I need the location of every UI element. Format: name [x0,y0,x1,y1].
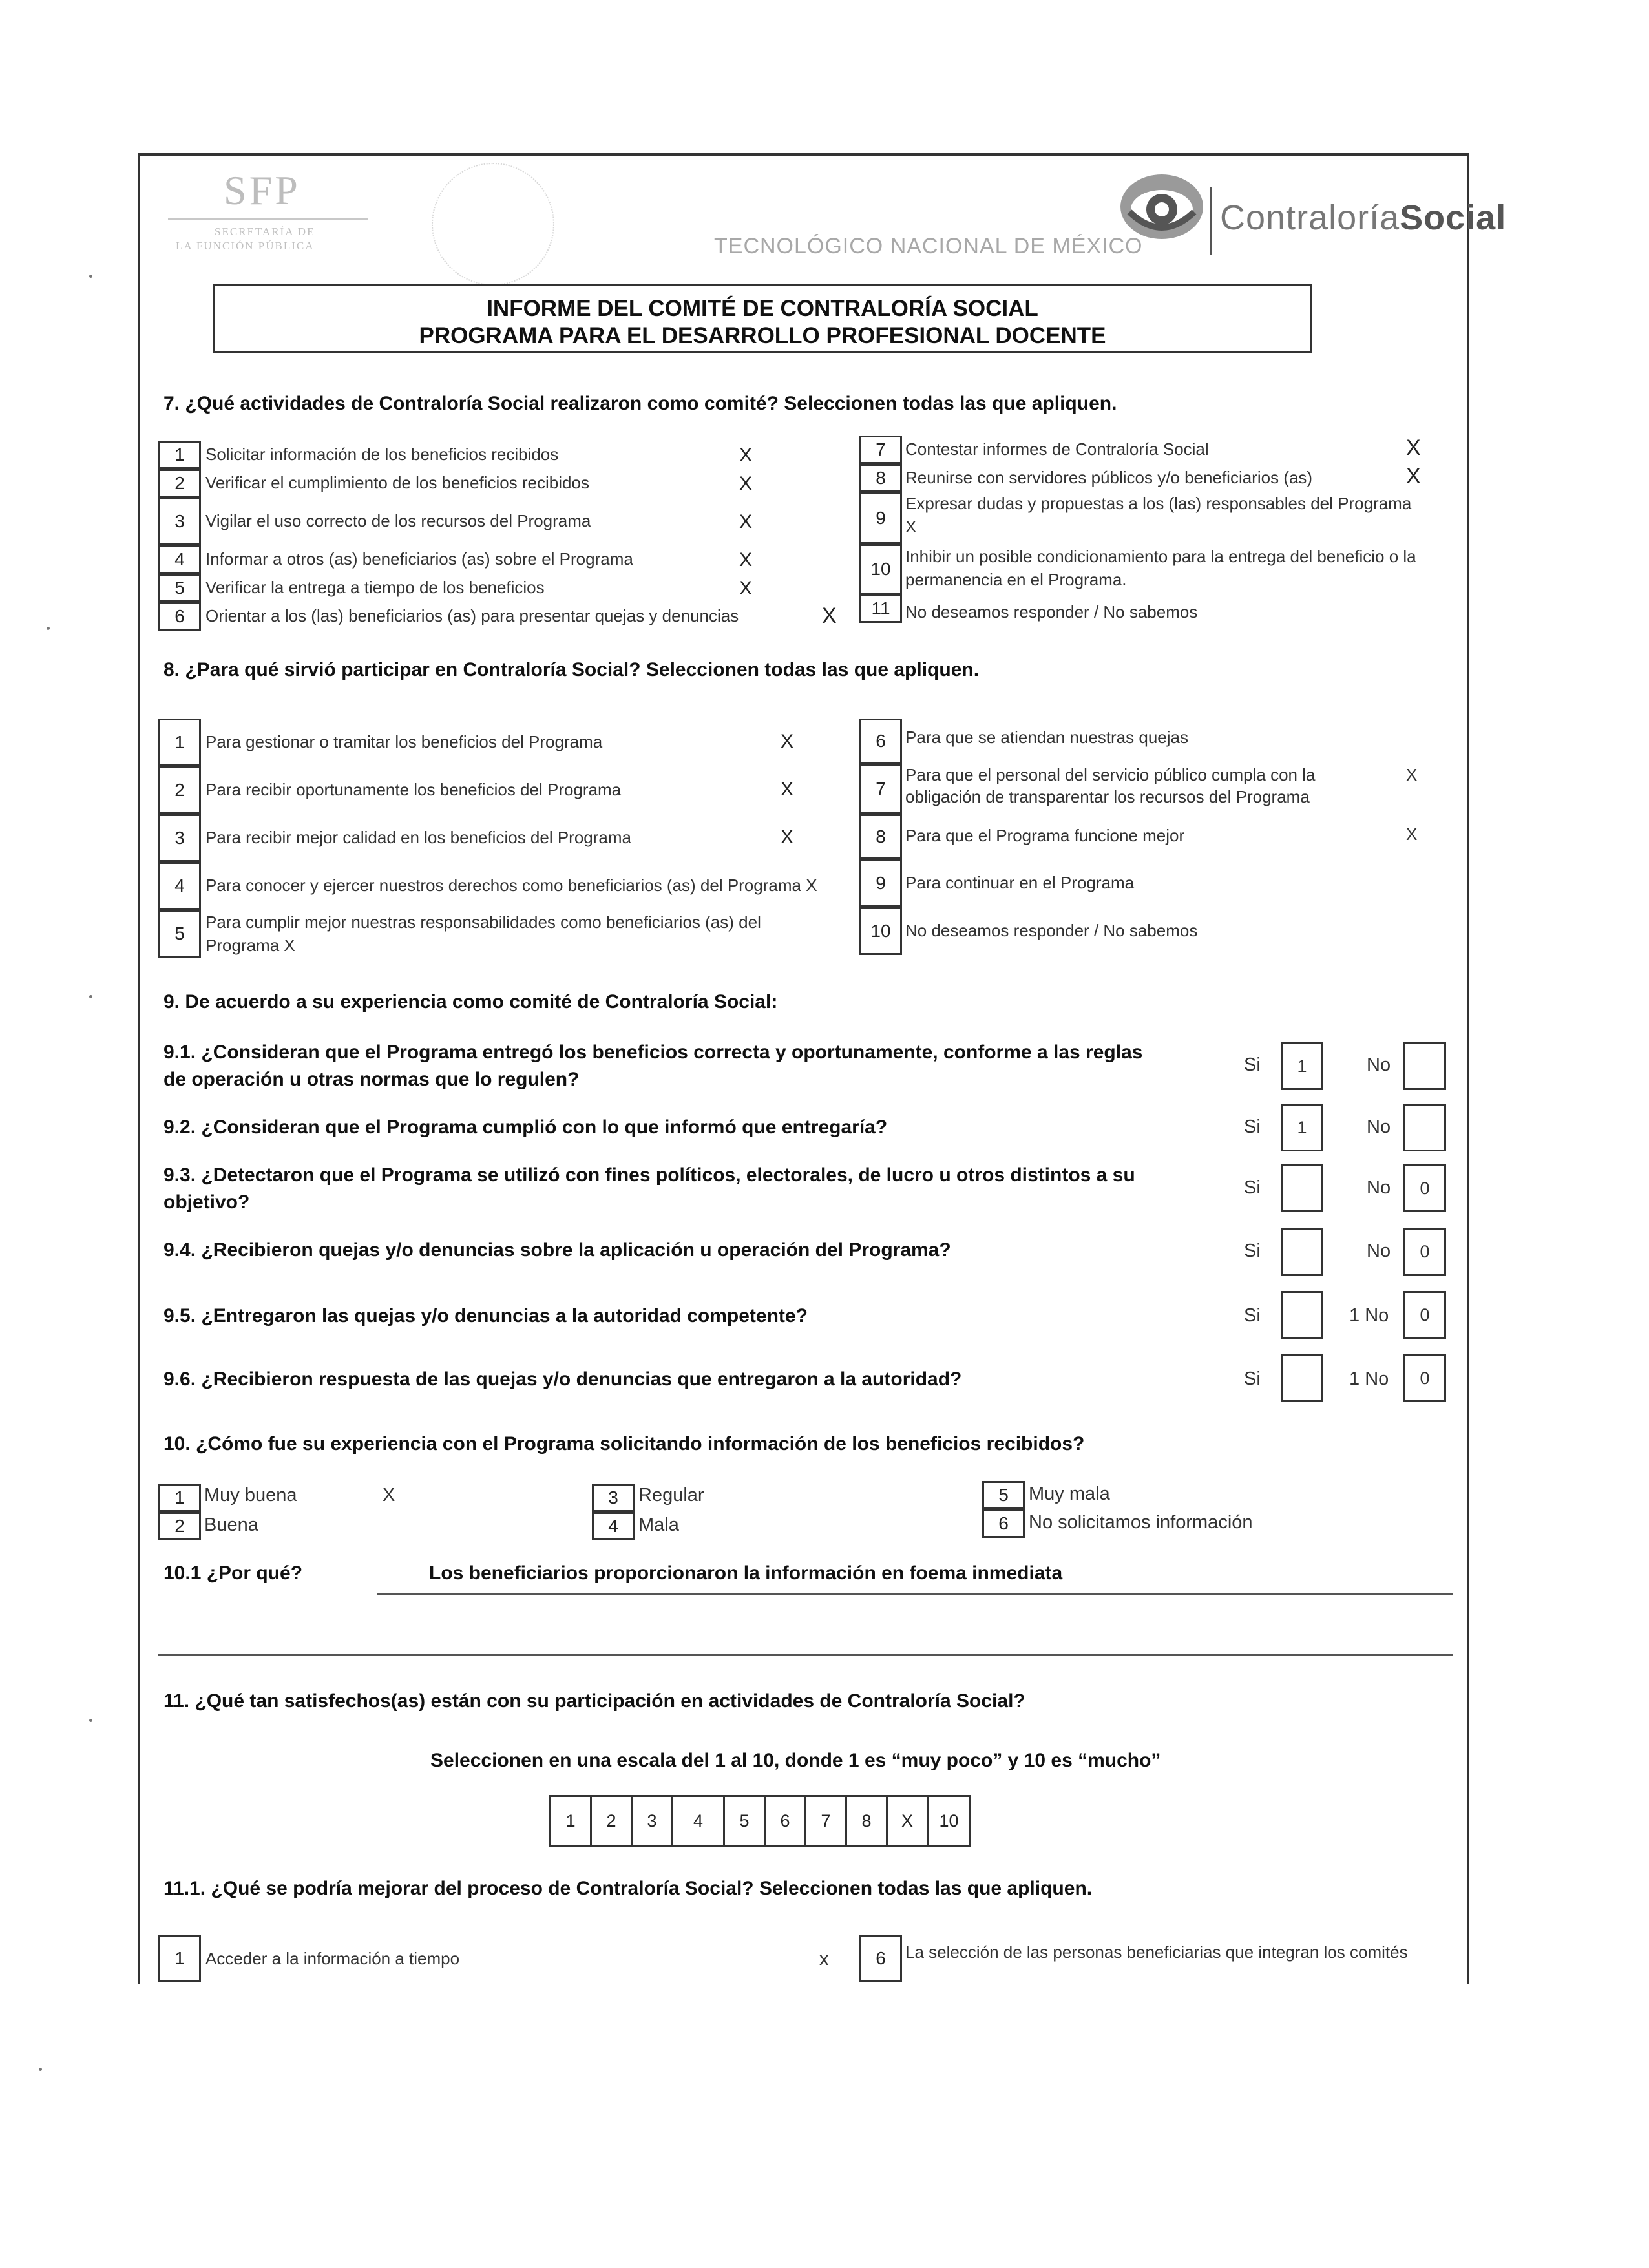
q11-1-option-1-number: 1 [158,1935,201,1982]
q7-option-4-number: 4 [158,545,201,574]
q7-option-1-label: Solicitar información de los beneficios recibidos [205,445,559,464]
q7-option-1-number: 1 [158,441,201,469]
q8-option-1-number: 1 [158,719,201,766]
question-8: 8. ¿Para qué sirvió participar en Contraloría Social? Seleccionen todas las que apliquen. [163,659,980,680]
satisfaction-scale [549,1795,971,1847]
contraloria-social-wordmark: ContraloríaSocial [1220,198,1507,237]
q7-option-11-number: 11 [859,594,902,623]
q7-option-4-mark: X [739,549,753,571]
scan-speck [47,627,50,630]
sfp-logo-subtitle: SECRETARÍA DE LA FUNCIÓN PÚBLICA [176,226,315,252]
question-7: 7. ¿Qué actividades de Contraloría Social realizaron como comité? Seleccionen todas las que apliquen. [163,393,1117,414]
q7-option-10-label-cont: permanencia en el Programa. [905,570,1127,589]
q8-option-3-mark: X [781,826,794,848]
q8-option-8-label: Para que el Programa funcione mejor [905,826,1185,845]
q10-option-1-mark: X [383,1485,395,1506]
q9-3-no-label: No [1367,1177,1391,1198]
q7-option-6-mark: X [822,604,837,628]
q9-3-si-label: Si [1244,1177,1261,1198]
scan-speck [39,2068,42,2071]
q9-4-no-label: No [1367,1241,1391,1261]
scale-cell-10[interactable]: 10 [939,1811,959,1831]
q9-1-no-label: No [1367,1055,1391,1075]
form-title: INFORME DEL COMITÉ DE CONTRALORÍA SOCIAL [487,296,1038,321]
scale-cell-5[interactable]: 5 [725,1797,766,1845]
q7-option-5-number: 5 [158,574,201,602]
q7-option-10-label: Inhibir un posible condicionamiento para la entrega del beneficio o la [905,547,1416,566]
q7-option-10-number: 10 [859,544,902,594]
q10-option-6-number: 6 [982,1509,1025,1538]
q9-3-text: 9.3. ¿Detectaron que el Programa se utilizó con fines políticos, electorales, de lucro u otros distintos a su [163,1164,1135,1186]
q10-1-label: 10.1 ¿Por qué? [163,1562,303,1584]
q8-option-8-mark: X [1406,824,1418,844]
q8-option-10-label: No deseamos responder / No sabemos [905,921,1198,940]
q9-6-text: 9.6. ¿Recibieron respuesta de las quejas y/o denuncias que entregaron a la autoridad? [163,1369,962,1390]
q9-2-text: 9.2. ¿Consideran que el Programa cumplió con lo que informó que entregaría? [163,1117,888,1138]
q9-5-no-label: 1 No [1349,1305,1389,1326]
q9-4-text: 9.4. ¿Recibieron quejas y/o denuncias sobre la aplicación u operación del Programa? [163,1239,951,1261]
scan-speck [89,275,92,278]
q9-3-si-box[interactable] [1281,1164,1323,1212]
q9-4-no-box[interactable]: 0 [1403,1228,1446,1276]
q8-option-2-mark: X [781,779,794,800]
q11-1-option-1-mark: x [819,1949,829,1969]
q11-1-option-6-number: 6 [859,1935,902,1982]
q9-2-si-box[interactable]: 1 [1281,1104,1323,1151]
q9-5-text: 9.5. ¿Entregaron las quejas y/o denuncias a la autoridad competente? [163,1305,808,1327]
q7-option-8-label: Reunirse con servidores públicos y/o beneficiarios (as) [905,468,1313,487]
scan-speck [89,995,92,998]
q8-option-7-number: 7 [859,764,902,814]
q10-option-4-label: Mala [638,1515,679,1535]
q7-option-5-mark: X [739,578,753,599]
scan-speck [89,1719,92,1722]
scale-cell-7[interactable]: 7 [806,1797,847,1845]
q9-1-text: 9.1. ¿Consideran que el Programa entregó los beneficios correcta y oportunamente, conforme a las reglas [163,1042,1143,1063]
q8-option-8-number: 8 [859,814,902,859]
logo-separator [1210,187,1212,255]
q8-option-9-number: 9 [859,859,902,907]
q7-option-3-mark: X [739,511,753,532]
q7-option-9-mark: X [905,517,917,536]
q7-option-5-label: Verificar la entrega a tiempo de los beneficios [205,578,545,597]
q10-option-1-label: Muy buena [204,1485,297,1506]
q7-option-7-number: 7 [859,436,902,464]
scale-cell-9[interactable]: X [888,1797,929,1845]
q8-option-5-label-cont: Programa X [205,936,295,955]
q7-option-6-label: Orientar a los (las) beneficiarios (as) para presentar quejas y denuncias [205,606,739,625]
q7-option-6-number: 6 [158,602,201,631]
q8-option-6-label: Para que se atiendan nuestras quejas [905,728,1188,747]
q8-option-10-number: 10 [859,907,902,955]
q10-option-1-number: 1 [158,1484,201,1512]
q7-option-8-number: 8 [859,464,902,492]
q10-option-4-number: 4 [592,1512,635,1540]
q7-option-1-mark: X [739,445,753,466]
q8-option-1-mark: X [781,731,794,752]
q9-1-si-box[interactable]: 1 [1281,1042,1323,1090]
q8-option-6-number: 6 [859,719,902,764]
q10-option-3-label: Regular [638,1485,704,1506]
q8-option-5-number: 5 [158,910,201,958]
q7-option-9-label: Expresar dudas y propuestas a los (las) responsables del Programa [905,494,1412,513]
q10-option-2-number: 2 [158,1512,201,1540]
sfp-logo-rule [168,218,368,220]
q9-2-no-label: No [1367,1117,1391,1137]
q9-5-no-box[interactable]: 0 [1403,1291,1446,1339]
q9-5-si-label: Si [1244,1305,1261,1326]
q9-6-no-box[interactable]: 0 [1403,1354,1446,1402]
q8-option-5-label: Para cumplir mejor nuestras responsabilidades como beneficiarios (as) del [205,912,761,932]
tecnm-heading: TECNOLÓGICO NACIONAL DE MÉXICO [714,234,1143,258]
q10-option-6-label: No solicitamos información [1029,1512,1253,1533]
scale-cell-1[interactable]: 1 [551,1797,592,1845]
q10-1-answer: Los beneficiarios proporcionaron la información en foema inmediata [429,1562,1063,1584]
scale-cell-6[interactable]: 6 [766,1797,806,1845]
q7-option-11-label: No deseamos responder / No sabemos [905,602,1198,622]
q9-6-si-box[interactable] [1281,1354,1323,1402]
q10-option-2-label: Buena [204,1515,258,1535]
q10-option-5-number: 5 [982,1481,1025,1509]
q8-option-4-label: Para conocer y ejercer nuestros derechos como beneficiarios (as) del Programa X [205,876,817,895]
scale-cell-4[interactable]: 4 [673,1797,725,1845]
q7-option-3-number: 3 [158,498,201,545]
q11-1-option-1-label: Acceder a la información a tiempo [205,1949,460,1968]
q9-6-no-label: 1 No [1349,1369,1389,1389]
q7-option-7-mark: X [1406,436,1421,460]
q7-option-2-number: 2 [158,469,201,498]
q9-4-si-box[interactable] [1281,1228,1323,1276]
q7-option-2-label: Verificar el cumplimiento de los beneficios recibidos [205,473,589,492]
q9-6-si-label: Si [1244,1369,1261,1389]
form-subtitle: PROGRAMA PARA EL DESARROLLO PROFESIONAL DOCENTE [419,323,1106,348]
q9-5-si-box[interactable] [1281,1291,1323,1339]
mexico-seal-watermark [432,163,554,286]
q7-option-9-number: 9 [859,492,902,544]
question-9: 9. De acuerdo a su experiencia como comité de Contraloría Social: [163,991,778,1013]
q8-option-7-label-cont: obligación de transparentar los recursos del Programa [905,787,1310,806]
answer-line [158,1654,1453,1656]
q7-option-4-label: Informar a otros (as) beneficiarios (as) sobre el Programa [205,549,633,569]
q9-1-si-label: Si [1244,1055,1261,1075]
answer-line [377,1593,1453,1595]
scale-cell-2[interactable]: 2 [592,1797,633,1845]
sfp-logo: SFP [224,167,300,213]
q8-option-3-number: 3 [158,814,201,862]
contraloria-social-eye-icon [1117,167,1207,257]
q11-instruction: Seleccionen en una escala del 1 al 10, donde 1 es “muy poco” y 10 es “mucho” [430,1750,1161,1771]
question-10: 10. ¿Cómo fue su experiencia con el Programa solicitando información de los beneficios recibidos? [163,1433,1085,1454]
q8-option-1-label: Para gestionar o tramitar los beneficios del Programa [205,732,603,751]
scale-cell-8[interactable]: 8 [847,1797,888,1845]
q11-1-option-6-label: La selección de las personas beneficiarias que integran los comités [905,1942,1408,1962]
q9-1-text-cont: de operación u otras normas que lo regulen? [163,1069,580,1090]
scale-cell-3[interactable]: 3 [633,1797,673,1845]
q10-option-3-number: 3 [592,1484,635,1512]
q8-option-9-label: Para continuar en el Programa [905,873,1135,892]
q7-option-3-label: Vigilar el uso correcto de los recursos del Programa [205,511,591,530]
q7-option-8-mark: X [1406,464,1421,488]
q10-option-5-label: Muy mala [1029,1484,1110,1504]
q8-option-7-mark: X [1406,765,1418,784]
q8-option-2-label: Para recibir oportunamente los beneficios del Programa [205,780,622,799]
q8-option-7-label: Para que el personal del servicio público cumpla con la [905,765,1316,784]
question-11: 11. ¿Qué tan satisfechos(as) están con su participación en actividades de Contraloría Social? [163,1690,1025,1712]
q7-option-2-mark: X [739,473,753,494]
question-11-1: 11.1. ¿Qué se podría mejorar del proceso de Contraloría Social? Seleccionen todas las que apliquen. [163,1878,1093,1899]
q9-4-si-label: Si [1244,1241,1261,1261]
q7-option-7-label: Contestar informes de Contraloría Social [905,439,1209,459]
q9-2-no-box[interactable] [1403,1104,1446,1151]
form-title-box [213,284,1312,353]
q9-3-no-box[interactable]: 0 [1403,1164,1446,1212]
q9-1-no-box[interactable] [1403,1042,1446,1090]
q8-option-4-number: 4 [158,862,201,910]
q8-option-3-label: Para recibir mejor calidad en los beneficios del Programa [205,828,631,847]
q8-option-2-number: 2 [158,766,201,814]
q9-3-text-cont: objetivo? [163,1192,250,1213]
q9-2-si-label: Si [1244,1117,1261,1137]
